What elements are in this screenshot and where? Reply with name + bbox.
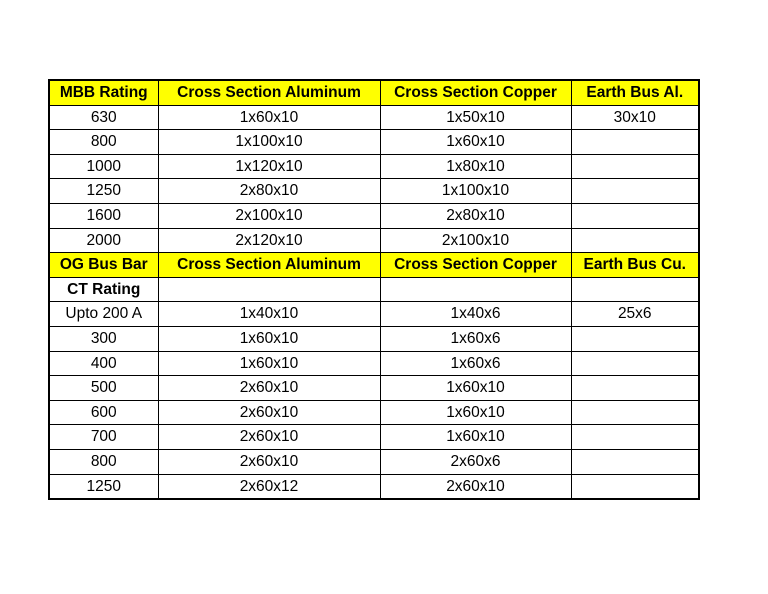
- mbb-cell-copper: 1x50x10: [380, 105, 571, 130]
- table-row: [49, 425, 699, 450]
- og-subheader-aluminum: [158, 277, 380, 302]
- mbb-cell-rating: 630: [49, 105, 158, 130]
- og-header-aluminum: Cross Section Aluminum: [158, 253, 380, 278]
- mbb-header-row: [49, 80, 699, 105]
- og-cell-copper: 1x60x6: [380, 326, 571, 351]
- og-cell-rating: 500: [49, 376, 158, 401]
- table-row: [49, 203, 699, 228]
- table-row: [49, 105, 699, 130]
- mbb-cell-copper: 1x80x10: [380, 154, 571, 179]
- og-cell-earth: [571, 474, 699, 499]
- og-cell-earth: [571, 400, 699, 425]
- og-subheader-earth: [571, 277, 699, 302]
- mbb-cell-rating: 1000: [49, 154, 158, 179]
- mbb-cell-earth: [571, 203, 699, 228]
- mbb-cell-earth: 30x10: [571, 105, 699, 130]
- og-cell-copper: 1x60x10: [380, 400, 571, 425]
- og-cell-rating: 1250: [49, 474, 158, 499]
- og-subheader-rating: CT Rating: [49, 277, 158, 302]
- mbb-header-copper: Cross Section Copper: [380, 80, 571, 105]
- og-cell-earth: 25x6: [571, 302, 699, 327]
- mbb-cell-aluminum: 2x80x10: [158, 179, 380, 204]
- table-row: [49, 228, 699, 253]
- og-cell-earth: [571, 326, 699, 351]
- mbb-cell-earth: [571, 228, 699, 253]
- table-row: [49, 326, 699, 351]
- table-row: [49, 351, 699, 376]
- og-cell-aluminum: 2x60x10: [158, 449, 380, 474]
- og-cell-rating: 600: [49, 400, 158, 425]
- table-row: [49, 400, 699, 425]
- mbb-cell-copper: 2x80x10: [380, 203, 571, 228]
- table-row: [49, 179, 699, 204]
- og-subheader-copper: [380, 277, 571, 302]
- mbb-cell-rating: 1250: [49, 179, 158, 204]
- og-cell-rating: 300: [49, 326, 158, 351]
- mbb-cell-earth: [571, 179, 699, 204]
- og-cell-aluminum: 1x60x10: [158, 351, 380, 376]
- mbb-cell-rating: 1600: [49, 203, 158, 228]
- mbb-header-earth: Earth Bus Al.: [571, 80, 699, 105]
- mbb-cell-aluminum: 1x100x10: [158, 130, 380, 155]
- og-cell-aluminum: 1x60x10: [158, 326, 380, 351]
- og-cell-aluminum: 1x40x10: [158, 302, 380, 327]
- og-header-earth: Earth Bus Cu.: [571, 253, 699, 278]
- og-cell-aluminum: 2x60x10: [158, 425, 380, 450]
- og-cell-copper: 2x60x10: [380, 474, 571, 499]
- og-cell-rating: 400: [49, 351, 158, 376]
- mbb-cell-copper: 2x100x10: [380, 228, 571, 253]
- table-row: [49, 376, 699, 401]
- table-row: [49, 130, 699, 155]
- og-cell-earth: [571, 425, 699, 450]
- og-cell-copper: 2x60x6: [380, 449, 571, 474]
- busbar-sizing-table: [48, 79, 700, 500]
- og-cell-aluminum: 2x60x10: [158, 400, 380, 425]
- og-header-copper: Cross Section Copper: [380, 253, 571, 278]
- og-cell-aluminum: 2x60x12: [158, 474, 380, 499]
- table-row: [49, 302, 699, 327]
- og-cell-earth: [571, 449, 699, 474]
- og-header-rating: OG Bus Bar: [49, 253, 158, 278]
- og-cell-earth: [571, 376, 699, 401]
- og-cell-earth: [571, 351, 699, 376]
- mbb-section: [49, 80, 699, 253]
- mbb-cell-aluminum: 1x120x10: [158, 154, 380, 179]
- table-row: [49, 154, 699, 179]
- mbb-cell-aluminum: 2x100x10: [158, 203, 380, 228]
- mbb-header-rating: MBB Rating: [49, 80, 158, 105]
- og-section: [49, 253, 699, 499]
- og-cell-rating: 700: [49, 425, 158, 450]
- og-cell-rating: 800: [49, 449, 158, 474]
- mbb-cell-aluminum: 1x60x10: [158, 105, 380, 130]
- mbb-cell-copper: 1x100x10: [380, 179, 571, 204]
- og-cell-aluminum: 2x60x10: [158, 376, 380, 401]
- og-subheader-row: [49, 277, 699, 302]
- mbb-cell-rating: 2000: [49, 228, 158, 253]
- og-cell-copper: 1x60x10: [380, 376, 571, 401]
- mbb-cell-aluminum: 2x120x10: [158, 228, 380, 253]
- mbb-cell-earth: [571, 154, 699, 179]
- og-cell-copper: 1x60x6: [380, 351, 571, 376]
- mbb-cell-earth: [571, 130, 699, 155]
- mbb-header-aluminum: Cross Section Aluminum: [158, 80, 380, 105]
- table-row: [49, 474, 699, 499]
- mbb-cell-copper: 1x60x10: [380, 130, 571, 155]
- og-cell-copper: 1x40x6: [380, 302, 571, 327]
- table-row: [49, 449, 699, 474]
- og-cell-rating: Upto 200 A: [49, 302, 158, 327]
- og-header-row: [49, 253, 699, 278]
- mbb-cell-rating: 800: [49, 130, 158, 155]
- og-cell-copper: 1x60x10: [380, 425, 571, 450]
